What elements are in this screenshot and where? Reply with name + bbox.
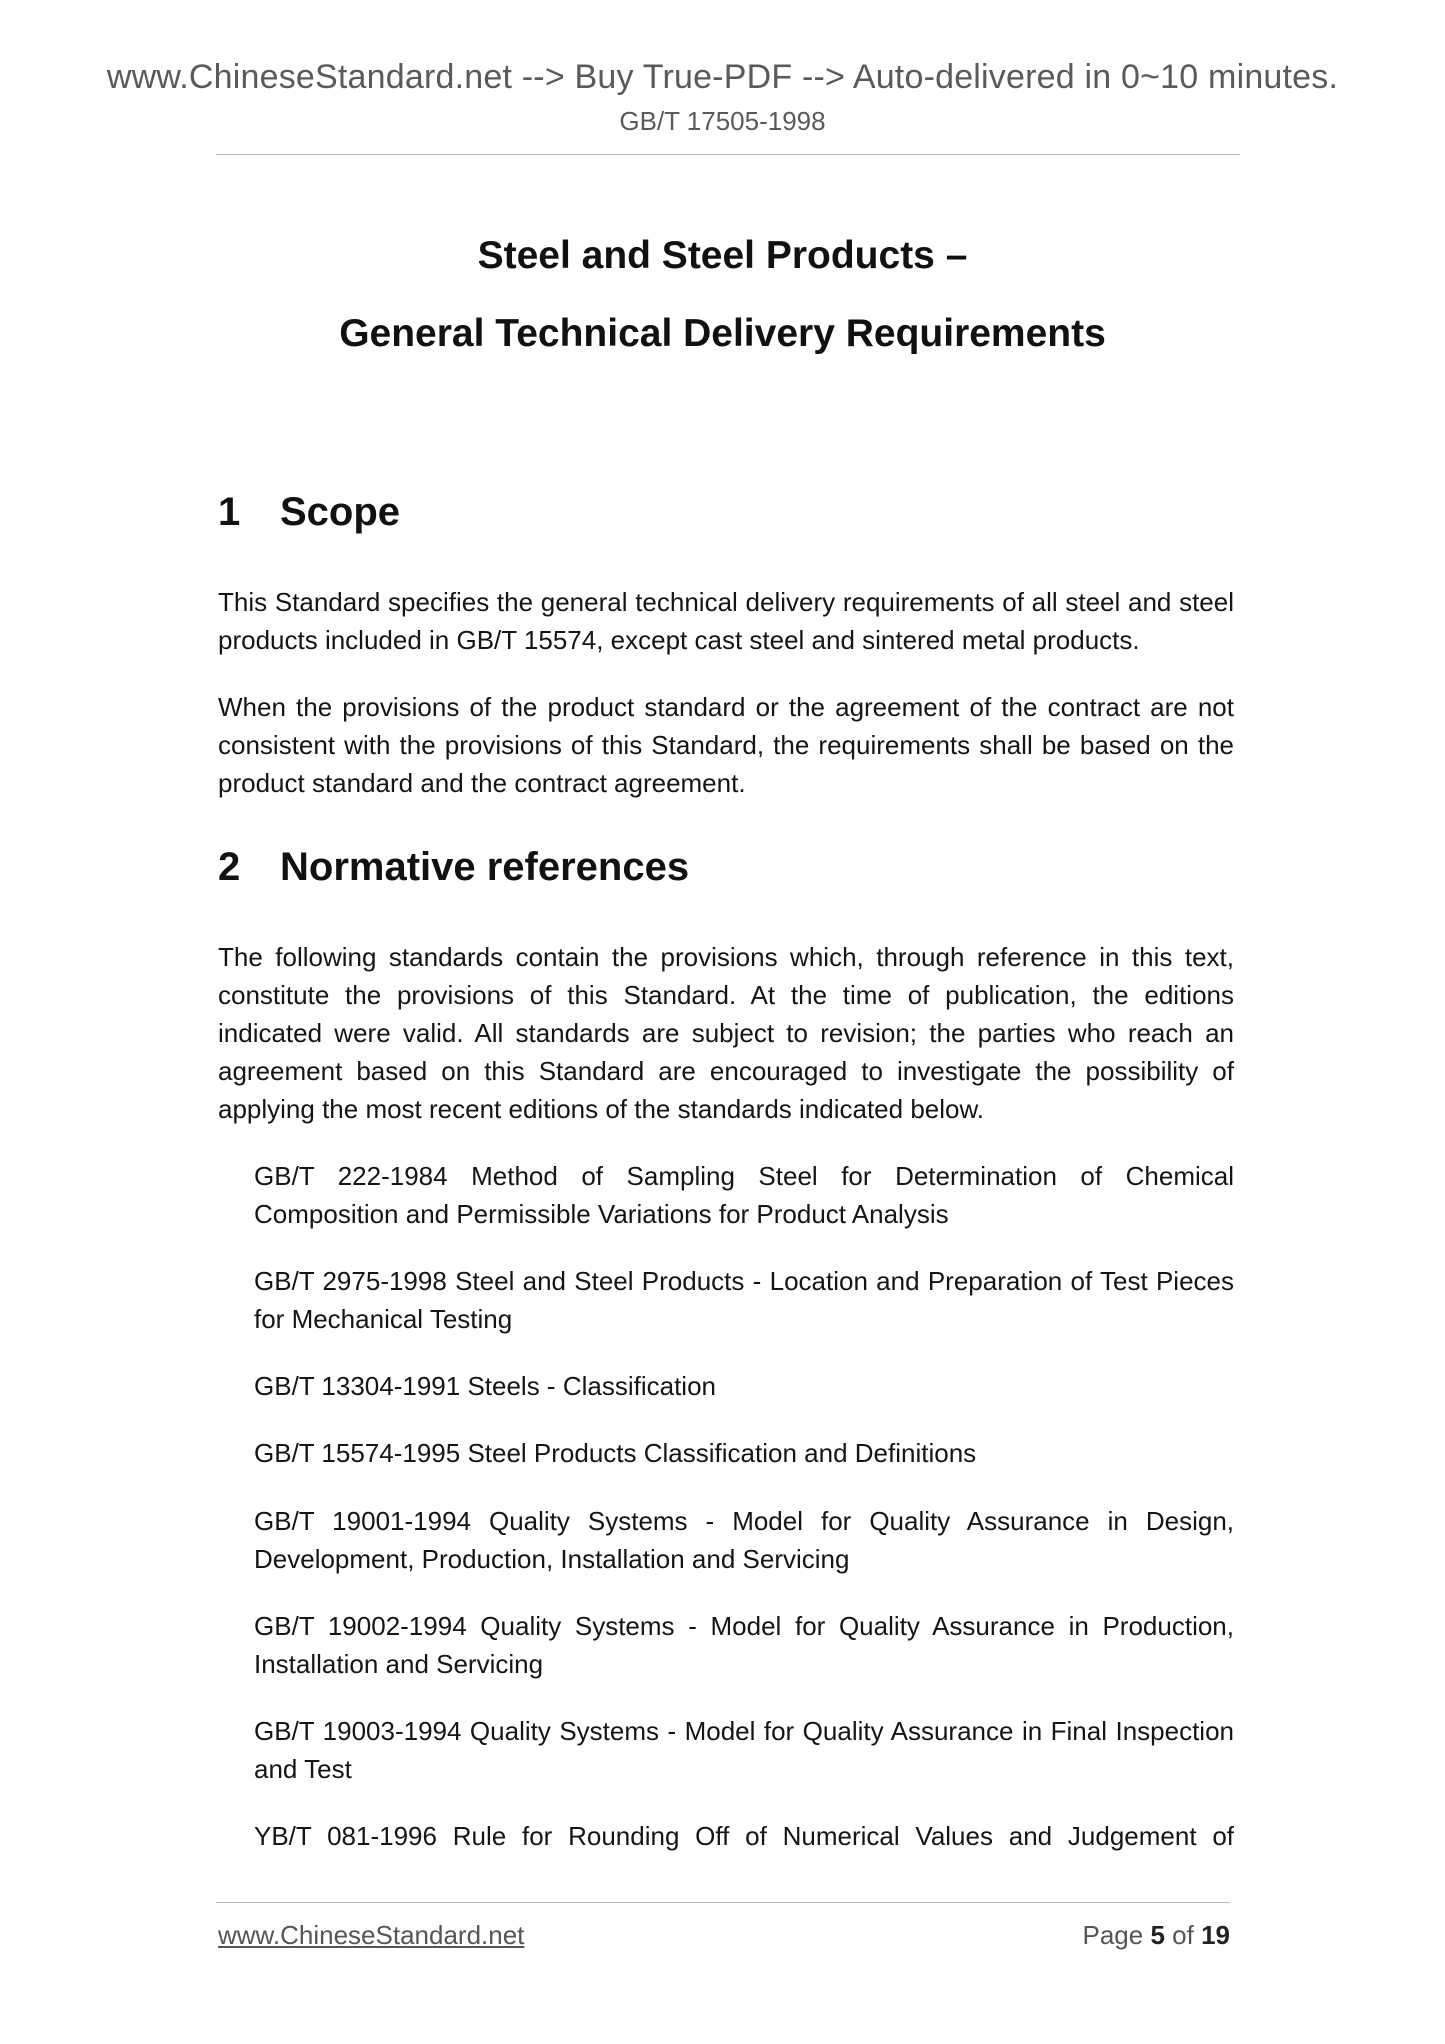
page-current: 5: [1150, 1920, 1165, 1950]
reference-item: YB/T 081-1996 Rule for Rounding Off of Numerical Values and Judgement of: [254, 1821, 1234, 1851]
page-indicator: [1060, 1920, 1230, 1951]
reference-item: GB/T 13304-1991 Steels - Classification: [254, 1371, 716, 1401]
reference-item: GB/T 15574-1995 Steel Products Classification and Definitions: [254, 1438, 977, 1468]
references-intro-paragraph: The following standards contain the provisions which, through reference in this text, constitute the provisions of this Standard. At the time of publication, the editions indicated were valid. All standards are subject to revision; the parties who reach an agreement based on this Standard are encouraged to investigate the possibility of applying the most recent editions of the standards indicated below.: [218, 942, 1234, 1124]
scope-paragraph-1: This Standard specifies the general technical delivery requirements of all steel and steel products included in GB/T 15574, except cast steel and sintered metal products.: [218, 587, 1234, 655]
section-title: Scope: [280, 490, 401, 534]
reference-item: GB/T 222-1984 Method of Sampling Steel for Determination of Chemical Composition and Permissible Variations for Product Analysis: [254, 1161, 1234, 1229]
reference-item: GB/T 2975-1998 Steel and Steel Products - Location and Preparation of Test Pieces for Mechanical Testing: [254, 1266, 1234, 1334]
section-title: Normative references: [280, 845, 690, 889]
footer-divider: [216, 1902, 1230, 1903]
page-total: 19: [1201, 1920, 1230, 1950]
header-divider: [216, 154, 1240, 155]
header-standard-code: GB/T 17505-1998: [619, 106, 826, 136]
scope-paragraph-2: When the provisions of the product standard or the agreement of the contract are not consistent with the provisions of this Standard, the requirements shall be based on the product standard and the contract agreement.: [218, 692, 1234, 798]
page-of: of: [1172, 1920, 1194, 1950]
page-word: Page: [1082, 1920, 1144, 1950]
reference-item: GB/T 19002-1994 Quality Systems - Model for Quality Assurance in Production, Installation and Servicing: [254, 1611, 1234, 1679]
section-heading-normative-references: [218, 845, 689, 890]
document-title-line1: Steel and Steel Products –: [477, 234, 968, 277]
reference-item: GB/T 19001-1994 Quality Systems - Model for Quality Assurance in Design, Development, Production, Installation and Servicing: [254, 1506, 1234, 1574]
footer-site-link[interactable]: www.ChineseStandard.net: [218, 1920, 525, 1950]
section-number: 2: [218, 845, 241, 889]
document-title-line2: General Technical Delivery Requirements: [339, 312, 1106, 355]
reference-item: GB/T 19003-1994 Quality Systems - Model for Quality Assurance in Final Inspection and Test: [254, 1716, 1234, 1784]
section-heading-scope: [218, 490, 400, 535]
header-banner[interactable]: www.ChineseStandard.net --> Buy True-PDF --> Auto-delivered in 0~10 minutes.: [106, 58, 1339, 96]
section-number: 1: [218, 490, 241, 534]
